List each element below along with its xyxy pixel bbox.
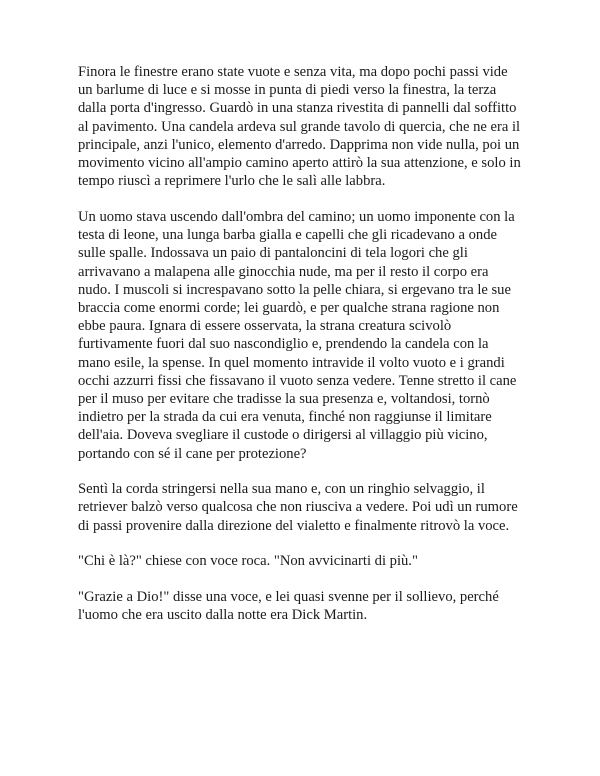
text-line: per il muso per evitare che tradisse la sua presenza e, voltandosi, tornò xyxy=(78,390,490,407)
text-line: occhi azzurri fissi che fissavano il vuoto senza vedere. Tenne stretto il cane xyxy=(78,372,517,389)
text-line: tempo riuscì a reprimere l'urlo che le salì alle labbra. xyxy=(78,173,386,190)
text-line: un barlume di luce e si mosse in punta di piedi verso la finestra, la terza xyxy=(78,82,497,99)
text-line: retriever balzò verso qualcosa che non riusciva a vedere. Poi udì un rumore xyxy=(78,499,518,516)
text-line: al pavimento. Una candela ardeva sul grande tavolo di quercia, che ne era il xyxy=(78,118,521,135)
text-line: di passi provenire dalla direzione del vialetto e finalmente ritrovò la voce. xyxy=(78,517,510,534)
text-line: "Chi è là?" chiese con voce roca. "Non avvicinarti di più." xyxy=(78,553,418,570)
text-line: Finora le finestre erano state vuote e senza vita, ma dopo pochi passi vide xyxy=(78,64,508,80)
text-line: Sentì la corda stringersi nella sua mano e, con un ringhio selvaggio, il xyxy=(78,481,485,498)
paragraph-gap xyxy=(78,535,530,553)
paragraph-gap xyxy=(78,571,530,589)
text-line: l'uomo che era uscito dalla notte era Dick Martin. xyxy=(78,607,368,624)
text-line: dell'aia. Doveva svegliare il custode o dirigersi al villaggio più vicino, xyxy=(78,427,488,444)
text-line: furtivamente fuori dal suo nascondiglio e, prendendo la candela con la xyxy=(78,336,489,353)
text-line: dalla porta d'ingresso. Guardò in una stanza rivestita di pannelli dal soffitto xyxy=(78,100,517,117)
text-line: arrivavano a malapena alle ginocchia nude, ma per il resto il corpo era xyxy=(78,263,489,280)
text-line: sulle spalle. Indossava un paio di pantaloncini di tela logori che gli xyxy=(78,245,468,262)
text-line: braccia come enormi corde; lei guardò, e per qualche strana ragione non xyxy=(78,299,500,316)
paragraph-4 xyxy=(78,552,530,570)
text-line: principale, anzi l'unico, elemento d'arredo. Dapprima non vide nulla, poi un xyxy=(78,136,520,153)
paragraph-gap xyxy=(78,190,530,208)
paragraph-2 xyxy=(78,208,530,463)
text-line: testa di leone, una lunga barba gialla e capelli che gli ricadevano a onde xyxy=(78,227,497,244)
text-line: mano esile, la spense. In quel momento intravide il volto vuoto e i grandi xyxy=(78,354,505,371)
paragraph-gap xyxy=(78,463,530,481)
text-line: ebbe paura. Ignara di essere osservata, la strana creatura scivolò xyxy=(78,318,452,335)
paragraph-3 xyxy=(78,480,530,535)
text-line: portando con sé il cane per protezione? xyxy=(78,445,307,462)
paragraph-5 xyxy=(78,588,530,624)
text-line: "Grazie a Dio!" disse una voce, e lei quasi svenne per il sollievo, perché xyxy=(78,589,499,606)
text-line: movimento vicino all'ampio camino aperto attirò la sua attenzione, e solo in xyxy=(78,155,521,172)
text-line: nudo. I muscoli si increspavano sotto la pelle chiara, si ergevano tra le sue xyxy=(78,281,511,298)
paragraph-1 xyxy=(78,63,530,190)
text-line: indietro per la strada da cui era venuta, finché non raggiunse il limitare xyxy=(78,409,492,426)
text-line: Un uomo stava uscendo dall'ombra del camino; un uomo imponente con la xyxy=(78,208,515,225)
document-page xyxy=(78,63,530,624)
